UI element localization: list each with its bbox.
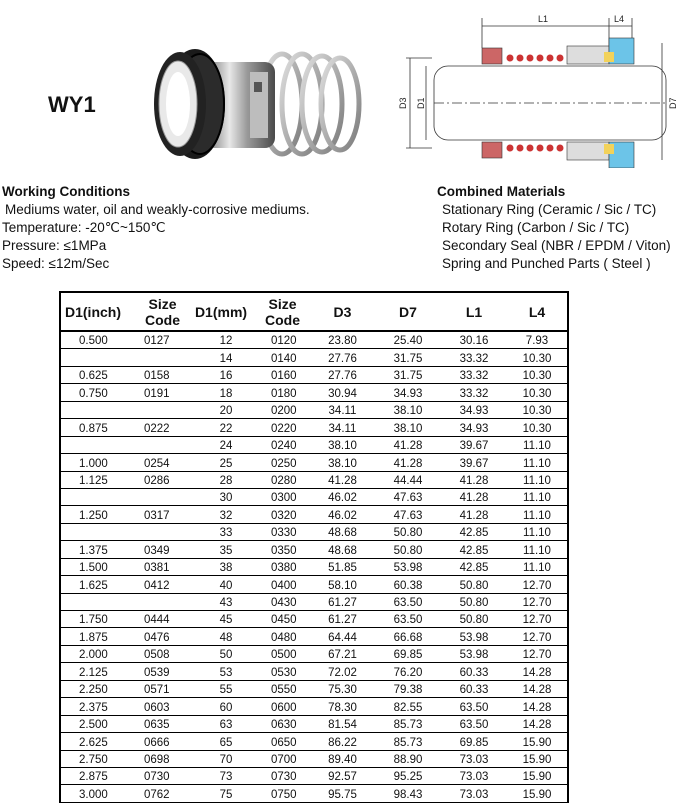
table-cell: 55 <box>187 680 255 697</box>
table-cell: 42.85 <box>441 541 507 558</box>
table-cell: 0730 <box>138 767 187 784</box>
table-row <box>61 611 567 628</box>
table-cell: 0603 <box>138 698 187 715</box>
table-cell: 18 <box>187 384 255 401</box>
table-cell: 0120 <box>255 331 310 349</box>
table-cell: 0550 <box>255 680 310 697</box>
table-cell: 15.90 <box>507 785 567 802</box>
table-cell: 88.90 <box>375 750 441 767</box>
wc-line: Temperature: -20℃~150℃ <box>2 220 166 235</box>
table-cell: 67.21 <box>310 645 375 662</box>
table-cell: 0698 <box>138 750 187 767</box>
table-cell: 10.30 <box>507 401 567 418</box>
table-cell <box>138 349 187 366</box>
col-header: D1(mm) <box>187 293 255 331</box>
table-cell: 61.27 <box>310 593 375 610</box>
table-cell: 53 <box>187 663 255 680</box>
table-cell: 0286 <box>138 471 187 488</box>
combined-materials <box>437 183 699 273</box>
table-cell: 0.500 <box>61 331 138 349</box>
table-cell: 11.10 <box>507 471 567 488</box>
cm-line: Stationary Ring (Ceramic / Sic / TC) <box>442 202 657 217</box>
table-cell: 0.625 <box>61 366 138 383</box>
table-cell: 2.000 <box>61 645 138 662</box>
table-cell: 41.28 <box>375 436 441 453</box>
table-cell: 2.125 <box>61 663 138 680</box>
table-cell: 0320 <box>255 506 310 523</box>
table-cell: 11.10 <box>507 541 567 558</box>
dim-d7-label: D7 <box>668 97 678 109</box>
table-cell: 0160 <box>255 366 310 383</box>
table-cell: 53.98 <box>441 645 507 662</box>
col-header: D1(inch) <box>61 293 138 331</box>
table-cell: 70 <box>187 750 255 767</box>
table-cell: 0700 <box>255 750 310 767</box>
table-cell: 86.22 <box>310 733 375 750</box>
table-cell: 58.10 <box>310 576 375 593</box>
table-cell: 0127 <box>138 331 187 349</box>
table-cell: 0380 <box>255 558 310 575</box>
cm-line: Secondary Seal (NBR / EPDM / Viton) <box>442 238 671 253</box>
table-cell: 0300 <box>255 488 310 505</box>
table-cell: 15.90 <box>507 767 567 784</box>
table-cell: 53.98 <box>441 628 507 645</box>
table-cell: 1.125 <box>61 471 138 488</box>
table-row <box>61 645 567 662</box>
table-row <box>61 419 567 436</box>
table-cell: 1.500 <box>61 558 138 575</box>
table-row <box>61 331 567 349</box>
table-cell: 34.11 <box>310 419 375 436</box>
combined-materials-heading: Combined Materials <box>437 184 566 199</box>
table-cell: 20 <box>187 401 255 418</box>
table-cell: 38 <box>187 558 255 575</box>
table-cell: 2.250 <box>61 680 138 697</box>
dim-l1-label: L1 <box>538 14 549 24</box>
table-cell: 95.25 <box>375 767 441 784</box>
table-cell: 38.10 <box>375 419 441 436</box>
table-cell: 98.43 <box>375 785 441 802</box>
table-cell: 1.625 <box>61 576 138 593</box>
table-cell: 12.70 <box>507 628 567 645</box>
table-cell: 33.32 <box>441 384 507 401</box>
col-header: Size Code <box>255 293 310 331</box>
table-cell: 60 <box>187 698 255 715</box>
table-cell: 73.03 <box>441 767 507 784</box>
table-cell: 1.750 <box>61 611 138 628</box>
working-conditions <box>2 183 422 273</box>
table-cell: 11.10 <box>507 506 567 523</box>
table-cell: 12.70 <box>507 593 567 610</box>
table-cell: 78.30 <box>310 698 375 715</box>
table-cell: 0222 <box>138 419 187 436</box>
table-row <box>61 680 567 697</box>
table-cell: 1.375 <box>61 541 138 558</box>
table-cell: 85.73 <box>375 733 441 750</box>
table-cell: 14.28 <box>507 680 567 697</box>
table-cell: 63 <box>187 715 255 732</box>
table-cell: 46.02 <box>310 506 375 523</box>
table-cell: 10.30 <box>507 384 567 401</box>
table-row <box>61 349 567 366</box>
table-cell: 16 <box>187 366 255 383</box>
table-cell: 2.875 <box>61 767 138 784</box>
table-cell: 81.54 <box>310 715 375 732</box>
table-cell: 38.10 <box>375 401 441 418</box>
table-cell: 1.250 <box>61 506 138 523</box>
table-cell: 0381 <box>138 558 187 575</box>
table-cell: 0158 <box>138 366 187 383</box>
table-cell: 0530 <box>255 663 310 680</box>
table-cell: 0200 <box>255 401 310 418</box>
table-cell: 69.85 <box>375 645 441 662</box>
wc-line: Speed: ≤12m/Sec <box>2 256 110 271</box>
dim-d1-label: D1 <box>416 97 426 109</box>
table-cell: 30 <box>187 488 255 505</box>
table-cell: 33 <box>187 523 255 540</box>
table-cell: 22 <box>187 419 255 436</box>
table-cell: 0500 <box>255 645 310 662</box>
table-cell: 31.75 <box>375 349 441 366</box>
table-cell: 0349 <box>138 541 187 558</box>
table-cell: 28 <box>187 471 255 488</box>
table-cell: 41.28 <box>441 488 507 505</box>
col-header: Size Code <box>138 293 187 331</box>
table-cell: 38.10 <box>310 436 375 453</box>
table-cell: 45 <box>187 611 255 628</box>
table-cell: 27.76 <box>310 366 375 383</box>
table-row <box>61 523 567 540</box>
table-row <box>61 488 567 505</box>
table-cell: 60.38 <box>375 576 441 593</box>
table-row <box>61 593 567 610</box>
table-cell: 34.93 <box>441 401 507 418</box>
table-cell: 10.30 <box>507 366 567 383</box>
table-cell: 39.67 <box>441 454 507 471</box>
table-cell: 50.80 <box>375 541 441 558</box>
table-cell: 12.70 <box>507 576 567 593</box>
table-cell: 27.76 <box>310 349 375 366</box>
table-cell: 92.57 <box>310 767 375 784</box>
table-row <box>61 384 567 401</box>
table-cell: 65 <box>187 733 255 750</box>
table-cell <box>61 488 138 505</box>
table-row <box>61 436 567 453</box>
table-cell: 0730 <box>255 767 310 784</box>
table-cell: 63.50 <box>375 611 441 628</box>
table-cell: 39.67 <box>441 436 507 453</box>
table-cell: 34.93 <box>375 384 441 401</box>
table-cell: 75.30 <box>310 680 375 697</box>
table-cell: 23.80 <box>310 331 375 349</box>
table-cell <box>138 401 187 418</box>
table-row <box>61 715 567 732</box>
table-row <box>61 558 567 575</box>
table-cell: 0450 <box>255 611 310 628</box>
table-cell: 50 <box>187 645 255 662</box>
dim-l4-label: L4 <box>614 14 625 24</box>
table-row <box>61 506 567 523</box>
table-cell: 14.28 <box>507 715 567 732</box>
table-cell: 41.28 <box>375 454 441 471</box>
table-cell: 63.50 <box>441 715 507 732</box>
product-photo <box>150 34 365 162</box>
col-header: L4 <box>507 293 567 331</box>
dim-d3-label: D3 <box>398 97 408 109</box>
table-cell: 40 <box>187 576 255 593</box>
table-cell: 60.33 <box>441 663 507 680</box>
table-cell: 0330 <box>255 523 310 540</box>
col-header: D3 <box>310 293 375 331</box>
wc-line: Pressure: ≤1MPa <box>2 238 107 253</box>
table-cell: 30.16 <box>441 331 507 349</box>
table-cell: 60.33 <box>441 680 507 697</box>
table-cell: 11.10 <box>507 488 567 505</box>
table-cell: 46.02 <box>310 488 375 505</box>
table-cell: 11.10 <box>507 436 567 453</box>
table-cell: 0191 <box>138 384 187 401</box>
col-header: D7 <box>375 293 441 331</box>
table-cell: 0666 <box>138 733 187 750</box>
table-cell: 33.32 <box>441 366 507 383</box>
table-cell: 0254 <box>138 454 187 471</box>
table-cell: 14 <box>187 349 255 366</box>
cm-line: Rotary Ring (Carbon / Sic / TC) <box>442 220 630 235</box>
seal-cross-section-drawing <box>392 8 692 168</box>
table-cell: 42.85 <box>441 558 507 575</box>
table-cell: 10.30 <box>507 419 567 436</box>
table-cell: 0317 <box>138 506 187 523</box>
table-cell: 0476 <box>138 628 187 645</box>
table-cell: 34.93 <box>441 419 507 436</box>
table-cell: 11.10 <box>507 454 567 471</box>
table-cell: 0630 <box>255 715 310 732</box>
table-cell: 0250 <box>255 454 310 471</box>
table-cell: 0220 <box>255 419 310 436</box>
table-row <box>61 767 567 784</box>
table-cell: 0650 <box>255 733 310 750</box>
table-cell: 63.50 <box>375 593 441 610</box>
table-cell: 0.750 <box>61 384 138 401</box>
table-cell: 69.85 <box>441 733 507 750</box>
table-row <box>61 733 567 750</box>
table-cell: 31.75 <box>375 366 441 383</box>
table-cell: 0480 <box>255 628 310 645</box>
table-cell: 76.20 <box>375 663 441 680</box>
table-cell <box>61 401 138 418</box>
table-cell: 15.90 <box>507 733 567 750</box>
table-cell: 12.70 <box>507 611 567 628</box>
table-cell: 30.94 <box>310 384 375 401</box>
table-cell: 35 <box>187 541 255 558</box>
table-cell: 14.28 <box>507 698 567 715</box>
table-cell: 0140 <box>255 349 310 366</box>
table-cell: 2.750 <box>61 750 138 767</box>
table-cell: 73.03 <box>441 785 507 802</box>
table-cell: 85.73 <box>375 715 441 732</box>
table-cell: 50.80 <box>441 611 507 628</box>
table-cell: 0750 <box>255 785 310 802</box>
table-row <box>61 785 567 802</box>
table-cell: 44.44 <box>375 471 441 488</box>
table-cell: 38.10 <box>310 454 375 471</box>
table-cell: 1.875 <box>61 628 138 645</box>
table-cell: 2.625 <box>61 733 138 750</box>
table-cell <box>61 523 138 540</box>
table-cell: 50.80 <box>375 523 441 540</box>
table-cell: 47.63 <box>375 506 441 523</box>
table-cell: 25 <box>187 454 255 471</box>
table-cell: 0.875 <box>61 419 138 436</box>
table-cell: 51.85 <box>310 558 375 575</box>
table-row <box>61 454 567 471</box>
table-cell: 2.500 <box>61 715 138 732</box>
table-cell: 33.32 <box>441 349 507 366</box>
table-cell: 0444 <box>138 611 187 628</box>
table-cell: 66.68 <box>375 628 441 645</box>
table-cell: 0508 <box>138 645 187 662</box>
table-cell: 63.50 <box>441 698 507 715</box>
table-cell <box>61 436 138 453</box>
table-cell: 41.28 <box>441 506 507 523</box>
table-cell: 0539 <box>138 663 187 680</box>
table-cell: 0350 <box>255 541 310 558</box>
table-cell: 61.27 <box>310 611 375 628</box>
table-cell: 0280 <box>255 471 310 488</box>
table-cell: 89.40 <box>310 750 375 767</box>
table-cell: 53.98 <box>375 558 441 575</box>
table-cell: 7.93 <box>507 331 567 349</box>
table-cell: 0412 <box>138 576 187 593</box>
table-cell: 2.375 <box>61 698 138 715</box>
table-cell: 14.28 <box>507 663 567 680</box>
table-cell: 0400 <box>255 576 310 593</box>
table-cell: 75 <box>187 785 255 802</box>
table-cell <box>138 488 187 505</box>
table-row <box>61 750 567 767</box>
table-cell: 0600 <box>255 698 310 715</box>
working-conditions-heading: Working Conditions <box>2 184 130 199</box>
table-cell: 64.44 <box>310 628 375 645</box>
product-title: WY1 <box>48 92 96 117</box>
table-cell: 3.000 <box>61 785 138 802</box>
table-cell: 82.55 <box>375 698 441 715</box>
table-cell: 11.10 <box>507 558 567 575</box>
table-cell: 48.68 <box>310 523 375 540</box>
cm-line: Spring and Punched Parts ( Steel ) <box>442 256 651 271</box>
table-cell: 0762 <box>138 785 187 802</box>
table-cell: 0635 <box>138 715 187 732</box>
table-cell: 12.70 <box>507 645 567 662</box>
table-cell: 73 <box>187 767 255 784</box>
table-cell <box>138 523 187 540</box>
table-row <box>61 576 567 593</box>
table-cell: 34.11 <box>310 401 375 418</box>
table-cell: 42.85 <box>441 523 507 540</box>
table-cell: 50.80 <box>441 593 507 610</box>
table-row <box>61 401 567 418</box>
table-cell: 73.03 <box>441 750 507 767</box>
table-cell: 0180 <box>255 384 310 401</box>
table-header-row <box>61 293 567 331</box>
table-cell <box>138 436 187 453</box>
table-cell: 0571 <box>138 680 187 697</box>
table-cell <box>61 593 138 610</box>
table-row <box>61 628 567 645</box>
table-cell: 32 <box>187 506 255 523</box>
table-row <box>61 366 567 383</box>
table-cell: 48.68 <box>310 541 375 558</box>
table-row <box>61 541 567 558</box>
table-cell: 15.90 <box>507 750 567 767</box>
table-cell: 95.75 <box>310 785 375 802</box>
table-cell: 11.10 <box>507 523 567 540</box>
table-cell: 47.63 <box>375 488 441 505</box>
col-header: L1 <box>441 293 507 331</box>
table-cell: 41.28 <box>441 471 507 488</box>
table-cell: 72.02 <box>310 663 375 680</box>
table-row <box>61 663 567 680</box>
table-cell: 24 <box>187 436 255 453</box>
table-cell: 48 <box>187 628 255 645</box>
table-cell: 1.000 <box>61 454 138 471</box>
table-cell: 50.80 <box>441 576 507 593</box>
table-cell: 41.28 <box>310 471 375 488</box>
wc-line: Mediums water, oil and weakly-corrosive mediums. <box>5 202 310 217</box>
table-cell: 0240 <box>255 436 310 453</box>
dimension-table <box>59 291 569 803</box>
table-cell: 25.40 <box>375 331 441 349</box>
table-cell <box>61 349 138 366</box>
table-row <box>61 471 567 488</box>
table-cell: 0430 <box>255 593 310 610</box>
table-cell <box>138 593 187 610</box>
table-cell: 79.38 <box>375 680 441 697</box>
table-cell: 12 <box>187 331 255 349</box>
table-row <box>61 698 567 715</box>
table-cell: 43 <box>187 593 255 610</box>
table-cell: 10.30 <box>507 349 567 366</box>
